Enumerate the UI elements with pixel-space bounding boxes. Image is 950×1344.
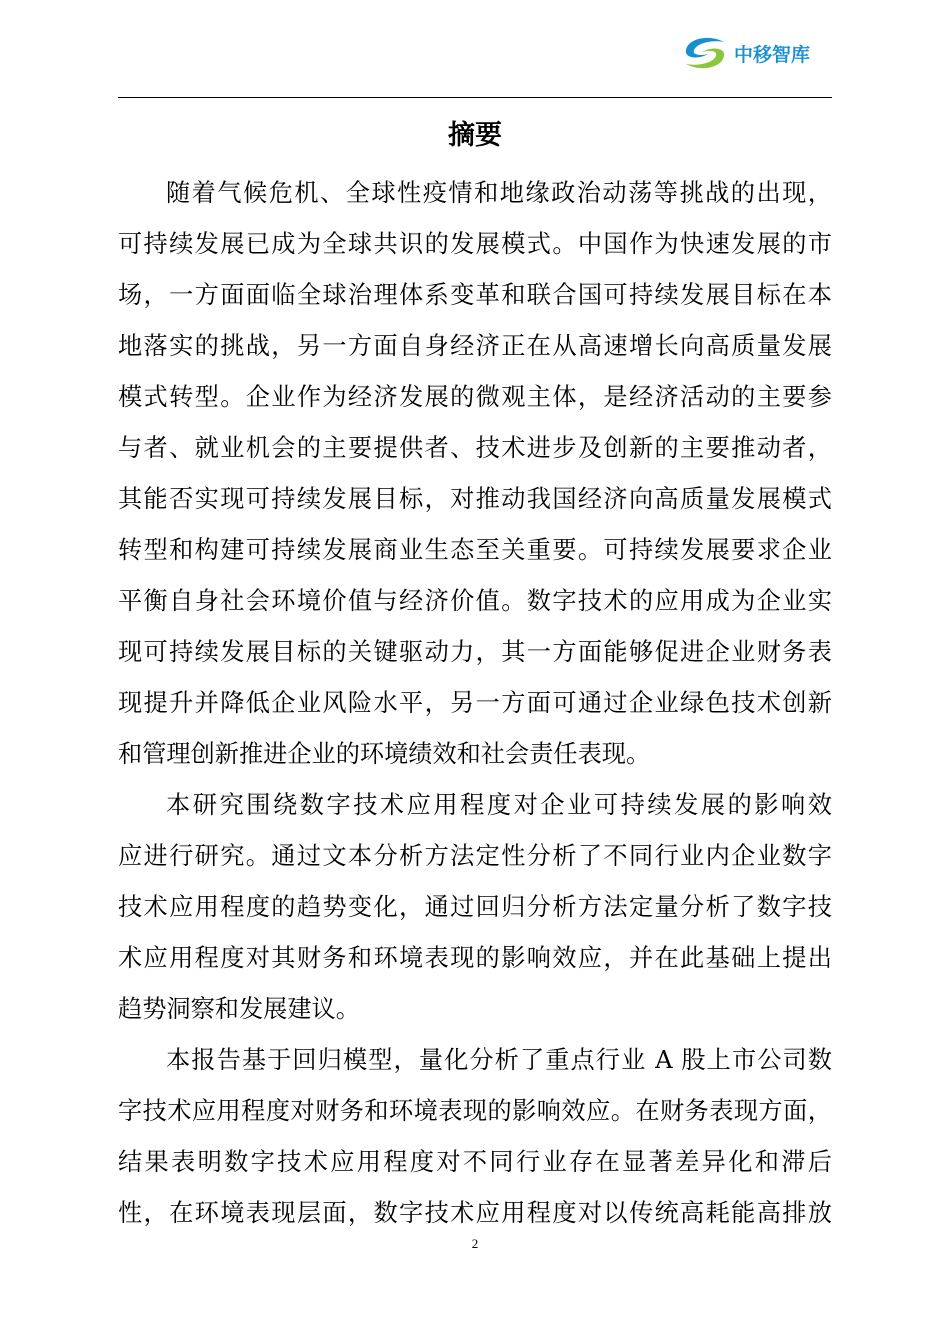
paragraph-line: 可持续发展已成为全球共识的发展模式。中国作为快速发展的市	[118, 230, 832, 258]
paragraph-line: 平衡自身社会环境价值与经济价值。数字技术的应用成为企业实	[118, 587, 832, 615]
paragraph-line: 现提升并降低企业风险水平，另一方面可通过企业绿色技术创新	[118, 689, 832, 717]
page-number: 2	[471, 1236, 479, 1251]
document-body	[118, 168, 832, 1239]
section-title: 摘要	[448, 120, 502, 151]
paragraph-line: 结果表明数字技术应用程度对不同行业存在显著差异化和滞后	[118, 1148, 832, 1176]
paragraph-line: 场，一方面面临全球治理体系变革和联合国可持续发展目标在本	[118, 281, 832, 309]
paragraph-line: 与者、就业机会的主要提供者、技术进步及创新的主要推动者，	[118, 434, 832, 462]
paragraph-line: 随着气候危机、全球性疫情和地缘政治动荡等挑战的出现，	[166, 179, 832, 207]
logo-text: 中移智库	[734, 43, 811, 66]
china-mobile-logo-icon	[680, 28, 730, 78]
paragraph-line: 和管理创新推进企业的环境绩效和社会责任表现。	[118, 740, 651, 768]
paragraph-line: 其能否实现可持续发展目标，对推动我国经济向高质量发展模式	[118, 485, 832, 513]
header-divider	[118, 97, 832, 98]
paragraph-line: 现可持续发展目标的关键驱动力，其一方面能够促进企业财务表	[118, 638, 832, 666]
paragraph-line: 性，在环境表现层面，数字技术应用程度对以传统高耗能高排放	[118, 1199, 832, 1227]
paragraph-line: 本报告基于回归模型，量化分析了重点行业 A 股上市公司数	[166, 1046, 832, 1074]
paragraph-line: 应进行研究。通过文本分析方法定性分析了不同行业内企业数字	[118, 842, 832, 870]
paragraph-line: 技术应用程度的趋势变化，通过回归分析方法定量分析了数字技	[118, 893, 832, 921]
page-header	[0, 0, 950, 100]
paragraph-line: 趋势洞察和发展建议。	[118, 995, 360, 1023]
paragraph-line: 术应用程度对其财务和环境表现的影响效应，并在此基础上提出	[118, 944, 832, 972]
paragraph-line: 本研究围绕数字技术应用程度对企业可持续发展的影响效	[166, 791, 832, 819]
paragraph-line: 地落实的挑战，另一方面自身经济正在从高速增长向高质量发展	[118, 332, 832, 360]
paragraph-line: 字技术应用程度对财务和环境表现的影响效应。在财务表现方面，	[118, 1097, 832, 1125]
paragraph-line: 模式转型。企业作为经济发展的微观主体，是经济活动的主要参	[118, 383, 832, 411]
brand-logo	[680, 28, 810, 78]
paragraph-line: 转型和构建可持续发展商业生态至关重要。可持续发展要求企业	[118, 536, 832, 564]
